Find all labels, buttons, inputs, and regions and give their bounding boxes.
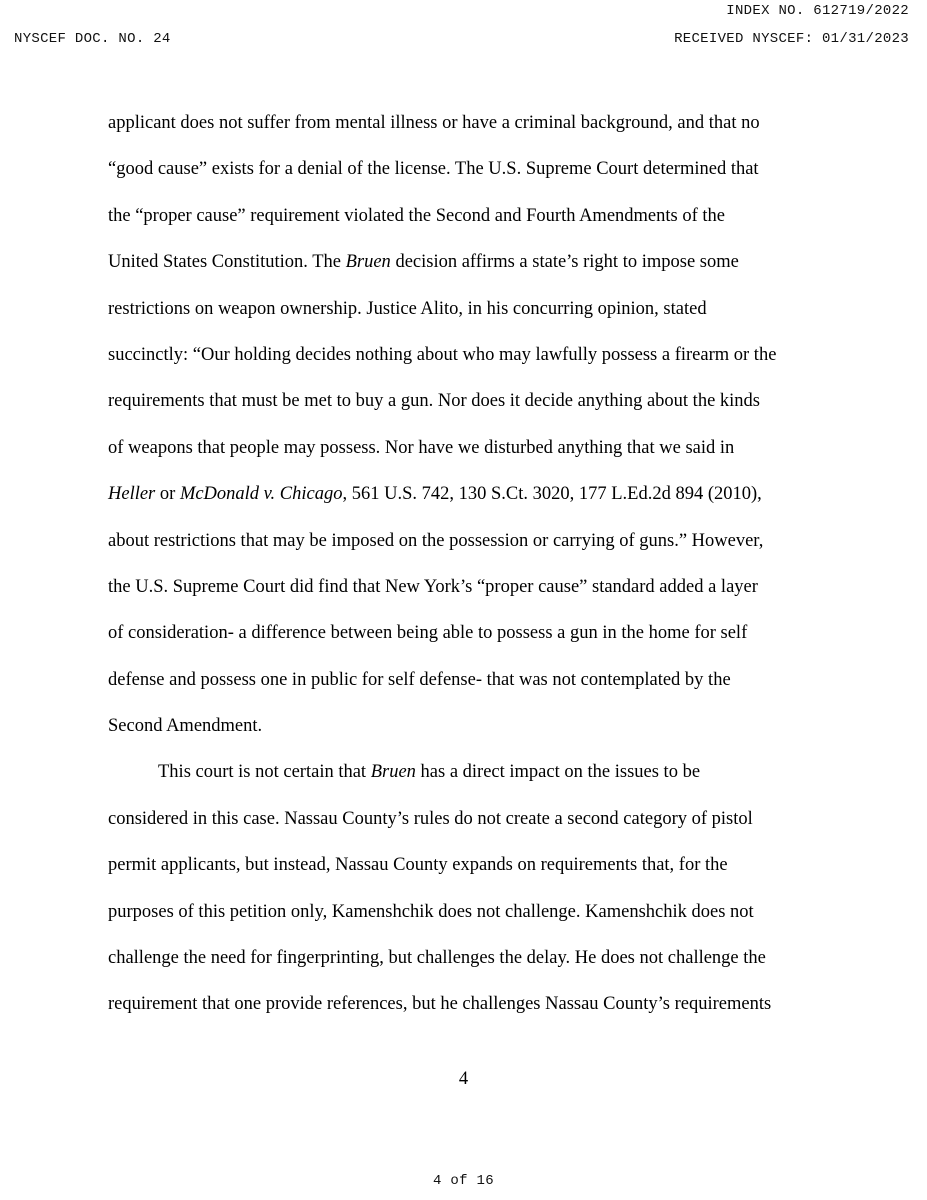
case-name-bruen: Bruen	[345, 252, 391, 273]
page-number: 4	[458, 1069, 469, 1089]
body-line-18: purposes of this petition only, Kamenshchik does not challenge. Kamenshchik does not	[108, 901, 754, 922]
body-line-13: defense and possess one in public for self defense- that was not contemplated by the	[108, 669, 731, 690]
body-line-2: “good cause” exists for a denial of the license. The U.S. Supreme Court determined that	[108, 159, 759, 180]
body-text-segment: decision affirms a state’s right to impose some	[390, 252, 739, 273]
doc-number: NYSCEF DOC. NO. 24	[14, 31, 171, 47]
body-text-segment: has a direct impact on the issues to be	[415, 762, 701, 783]
body-text-segment: , 561 U.S. 742, 130 S.Ct. 3020, 177 L.Ed.2d 894 (2010),	[342, 484, 762, 505]
received-date: RECEIVED NYSCEF: 01/31/2023	[674, 31, 909, 47]
body-line-1: applicant does not suffer from mental illness or have a criminal background, and that no	[108, 113, 760, 133]
body-line-4	[108, 239, 868, 285]
index-number: INDEX NO. 612719/2022	[726, 3, 909, 19]
body-line-11: the U.S. Supreme Court did find that New York’s “proper cause” standard added a layer	[108, 576, 758, 597]
body-line-14: Second Amendment.	[108, 716, 263, 737]
body-line-19: challenge the need for fingerprinting, but challenges the delay. He does not challenge the	[108, 948, 766, 969]
case-name-heller: Heller	[108, 484, 156, 505]
body-line-10: about restrictions that may be imposed on the possession or carrying of guns.” However,	[108, 530, 764, 551]
body-line-3: the “proper cause” requirement violated the Second and Fourth Amendments of the	[108, 205, 725, 226]
body-text-segment: or	[155, 484, 180, 505]
body-line-12: of consideration- a difference between being able to possess a gun in the home for self	[108, 623, 748, 644]
body-line-5: restrictions on weapon ownership. Justice Alito, in his concurring opinion, stated	[108, 298, 707, 319]
body-line-20: requirement that one provide references, but he challenges Nassau County’s requirements	[108, 994, 772, 1015]
case-name-mcdonald: McDonald v. Chicago	[179, 484, 343, 505]
body-line-15	[108, 749, 868, 795]
body-line-6: succinctly: “Our holding decides nothing about who may lawfully possess a firearm or the	[108, 344, 777, 365]
document-body	[108, 100, 868, 1028]
body-line-7: requirements that must be met to buy a gun. Nor does it decide anything about the kinds	[108, 391, 760, 412]
body-line-8: of weapons that people may possess. Nor have we disturbed anything that we said in	[108, 437, 735, 458]
body-text-segment: This court is not certain that	[158, 762, 371, 783]
case-name-bruen: Bruen	[370, 762, 416, 783]
body-line-16: considered in this case. Nassau County’s rules do not create a second category of pistol	[108, 808, 753, 829]
body-text-segment: United States Constitution. The	[108, 252, 346, 273]
body-line-17: permit applicants, but instead, Nassau County expands on requirements that, for the	[108, 855, 728, 876]
page-of-total: 4 of 16	[433, 1173, 494, 1189]
body-line-9	[108, 471, 868, 517]
